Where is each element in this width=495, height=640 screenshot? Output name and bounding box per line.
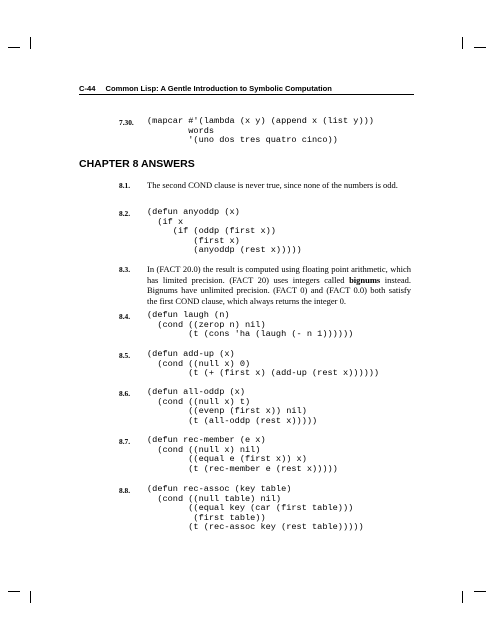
answer-code: (defun rec-assoc (key table) (cond ((null table) nil) ((equal key (car (first table))) (first table)) (t (rec-assoc key (rest table))))) bbox=[147, 484, 364, 533]
answer-number: 8.1. bbox=[119, 181, 131, 190]
answer-7-30 bbox=[120, 117, 420, 146]
running-header bbox=[79, 84, 414, 93]
crop-mark-top-left bbox=[8, 47, 20, 48]
answer-8-8 bbox=[120, 485, 420, 533]
answer-number: 8.8. bbox=[119, 486, 131, 495]
book-title: Common Lisp: A Gentle Introduction to Symbolic Computation bbox=[105, 84, 332, 93]
answer-8-4 bbox=[120, 311, 420, 340]
answer-number: 7.30. bbox=[119, 118, 134, 127]
answer-8-7 bbox=[120, 436, 420, 474]
crop-mark-bottom-right bbox=[462, 591, 463, 603]
answer-8-1 bbox=[120, 180, 420, 191]
answer-text bbox=[147, 264, 411, 306]
answer-8-3 bbox=[120, 264, 420, 306]
answer-8-6 bbox=[120, 388, 420, 426]
answer-text-part: instead. Bignums have unlimited precision. (FACT 0) and (FACT 0.0) both satisfy the first COND clause, which always returns the integer 0. bbox=[147, 274, 412, 306]
answer-8-2 bbox=[120, 208, 420, 256]
page-number: C-44 bbox=[79, 84, 96, 93]
answer-code: (defun laugh (n) (cond ((zerop n) nil) (t (cons 'ha (laugh (- n 1)))))) bbox=[147, 310, 354, 340]
answer-number: 8.4. bbox=[119, 312, 131, 321]
answer-code: (defun rec-member (e x) (cond ((null x) nil) ((equal e (first x)) x) (t (rec-member e (rest x))))) bbox=[147, 435, 338, 474]
chapter-heading: CHAPTER 8 ANSWERS bbox=[79, 158, 195, 170]
answer-code: (defun add-up (x) (cond ((null x) 0) (t (+ (first x) (add-up (rest x)))))) bbox=[147, 349, 380, 379]
answer-8-5 bbox=[120, 350, 420, 379]
crop-mark-top-right bbox=[462, 37, 463, 49]
answer-number: 8.2. bbox=[119, 209, 131, 218]
answer-code: (defun anyoddp (x) (if x (if (oddp (first x)) (first x) (anyoddp (rest x))))) bbox=[147, 207, 302, 256]
crop-mark-bottom-right bbox=[474, 591, 486, 592]
answer-number: 8.7. bbox=[119, 437, 131, 446]
crop-mark-bottom-left bbox=[30, 591, 31, 603]
crop-mark-top-left bbox=[30, 37, 31, 49]
answer-number: 8.6. bbox=[119, 389, 131, 398]
answer-text: The second COND clause is never true, since none of the numbers is odd. bbox=[147, 180, 398, 190]
answer-number: 8.5. bbox=[119, 351, 131, 360]
crop-mark-top-right bbox=[474, 47, 486, 48]
answer-text-part: In (FACT 20.0) the result is computed using floating point arithmetic, which has limited precision. (FACT 20) uses integers called bbox=[147, 264, 411, 285]
crop-mark-bottom-left bbox=[8, 591, 20, 592]
answer-text-bold: bignums bbox=[349, 274, 381, 285]
answer-code: (mapcar #'(lambda (x y) (append x (list y))) words '(uno dos tres quatro cinco)) bbox=[147, 116, 374, 146]
answer-code: (defun all-oddp (x) (cond ((null x) t) ((evenp (first x)) nil) (t (all-oddp (rest x))))) bbox=[147, 387, 318, 426]
header-rule bbox=[79, 94, 414, 95]
answer-number: 8.3. bbox=[119, 265, 131, 274]
